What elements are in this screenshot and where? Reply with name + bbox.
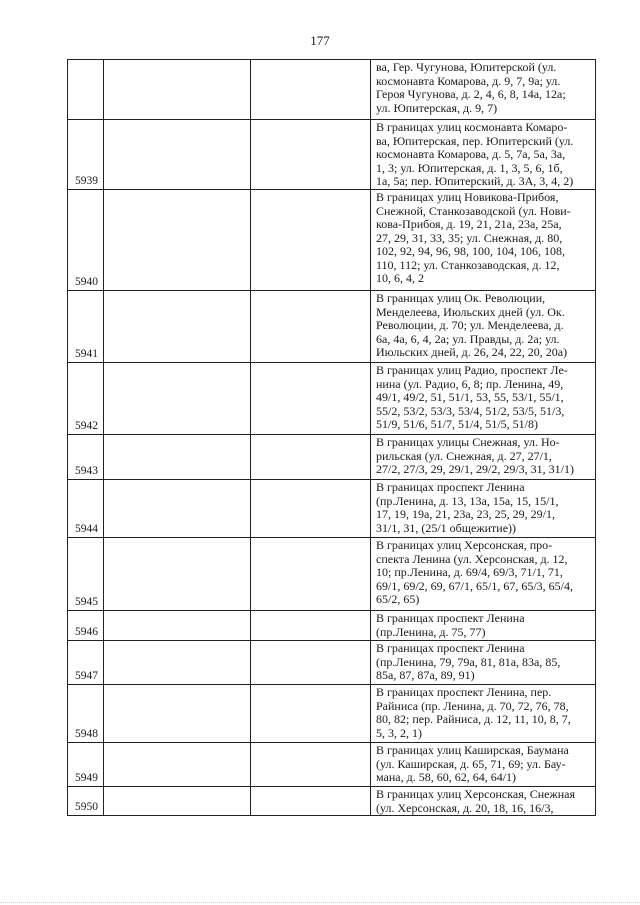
table-row [68,60,596,120]
empty-cell [251,291,371,363]
table-row [68,291,596,363]
empty-cell [104,685,251,743]
row-number: 5946 [68,611,104,641]
table-row [68,120,596,190]
address-cell [371,435,596,480]
row-number: 5940 [68,190,104,291]
empty-cell [251,190,371,291]
address-cell [371,291,596,363]
address-cell [371,480,596,538]
address-text: В границах улиц Новикова-Прибоя, Снежной, Станкозаводской (ул. Нови- кова-Прибоя, д. 19, 21, 21а, 23а, 25а, 27, 29, 31, 33, 35; ул. Снежная, д. 80, 102, 92, 94, 96, 98, 100, 104, 106, 108, 110, 112; ул. Станкозаводская, д. 12, 10, 6, 4, 2 [376,190,571,285]
row-number: 5947 [68,641,104,685]
table-row [68,363,596,435]
address-cell [371,743,596,787]
address-cell [371,641,596,685]
empty-cell [104,363,251,435]
empty-cell [104,190,251,291]
address-cell [371,190,596,291]
table-row [68,685,596,743]
address-cell [371,787,596,816]
row-number: 5949 [68,743,104,787]
table-row [68,641,596,685]
address-cell [371,538,596,611]
table-row [68,743,596,787]
row-number: 5945 [68,538,104,611]
table-row [68,787,596,816]
address-text: В границах улиц Херсонская, Снежная (ул. Херсонская, д. 20, 18, 16, 16/3, [376,787,576,815]
row-number: 5941 [68,291,104,363]
address-cell [371,363,596,435]
empty-cell [104,611,251,641]
empty-cell [104,60,251,120]
scan-edge-line [0,902,640,904]
row-number: 5950 [68,787,104,816]
address-cell [371,611,596,641]
row-number: 5948 [68,685,104,743]
empty-cell [104,787,251,816]
row-number: 5942 [68,363,104,435]
page-number: 177 [310,33,330,48]
empty-cell [104,120,251,190]
row-number: 5943 [68,435,104,480]
table-row [68,190,596,291]
empty-cell [251,641,371,685]
address-text: В границах проспект Ленина (пр.Ленина, д. 13, 13а, 15а, 15, 15/1, 17, 19, 19а, 21, 23а, 23, 25, 29, 29/1, 31/1, 31, (25/1 общежитие)) [376,480,559,535]
empty-cell [251,363,371,435]
empty-cell [251,743,371,787]
empty-cell [251,120,371,190]
empty-cell [251,480,371,538]
address-text: В границах улицы Снежная, ул. Но- рильская (ул. Снежная, д. 27, 27/1, 27/2, 27/3, 29, 29/1, 29/2, 29/3, 31, 31/1) [376,435,574,476]
address-text: ва, Гер. Чугунова, Юпитерской (ул. космонавта Комарова, д. 9, 7, 9а; ул. Героя Чугунова, д. 2, 4, 6, 8, 14а, 12а; ул. Юпитерская, д. 9, 7) [376,60,566,115]
empty-cell [251,435,371,480]
address-text: В границах улиц Херсонская, про- спекта Ленина (ул. Херсонская, д. 12, 10; пр.Ленина, д. 69/4, 69/3, 71/1, 71, 69/1, 69/2, 69, 67/1, 65/1, 67, 65/3, 65/4, 65/2, 65) [376,538,574,606]
address-text: В границах улиц Каширская, Баумана (ул. Каширская, д. 65, 71, 69; ул. Бау- мана, д. 58, 60, 62, 64, 64/1) [376,743,569,784]
table-row [68,538,596,611]
districts-table [67,59,596,816]
address-cell [371,60,596,120]
empty-cell [251,611,371,641]
empty-cell [251,60,371,120]
empty-cell [104,641,251,685]
address-text: В границах проспект Ленина (пр.Ленина, 79, 79а, 81, 81а, 83а, 85, 85а, 87, 87а, 89, 91) [376,641,561,682]
address-cell [371,120,596,190]
table-row [68,611,596,641]
address-text: В границах улиц космонавта Комаро- ва, Юпитерская, пер. Юпитерский (ул. космонавта Комарова, д. 5, 7а, 5а, 3а, 1, 3; ул. Юпитерская, д. 1, 3, 5, 6, 1б, 1а, 5а; пер. Юпитерский, д. 3А, 3, 4, 2) [376,120,574,188]
empty-cell [104,480,251,538]
empty-cell [251,787,371,816]
address-text: В границах проспект Ленина (пр.Ленина, д. 75, 77) [376,611,525,639]
row-number: 5939 [68,120,104,190]
table-row [68,480,596,538]
address-text: В границах улиц Радио, проспект Ле- нина (ул. Радио, 6, 8; пр. Ленина, 49, 49/1, 49/2, 51, 51/1, 53, 55, 53/1, 55/1, 55/2, 53/2, 53/3, 53/4, 51/2, 53/5, 51/3, 51/9, 51/6, 51/7, 51/4, 51/5, 51/8) [376,363,568,431]
empty-cell [251,685,371,743]
empty-cell [251,538,371,611]
address-text: В границах проспект Ленина, пер. Райниса (пр. Ленина, д. 70, 72, 76, 78, 80, 82; пер. Райниса, д. 12, 11, 10, 8, 7, 5, 3, 2, 1) [376,685,571,740]
address-cell [371,685,596,743]
address-text: В границах улиц Ок. Революции, Менделеева, Июльских дней (ул. Ок. Революции, д. 70; ул. Менделеева, д. 6а, 4а, 6, 4, 2а; ул. Правды, д. 2а; ул. Июльских дней, д. 26, 24, 22, 20, 20а) [376,291,568,359]
empty-cell [104,743,251,787]
row-number: 5944 [68,480,104,538]
table-row [68,435,596,480]
empty-cell [104,538,251,611]
empty-cell [104,291,251,363]
empty-cell [104,435,251,480]
row-number [68,60,104,120]
